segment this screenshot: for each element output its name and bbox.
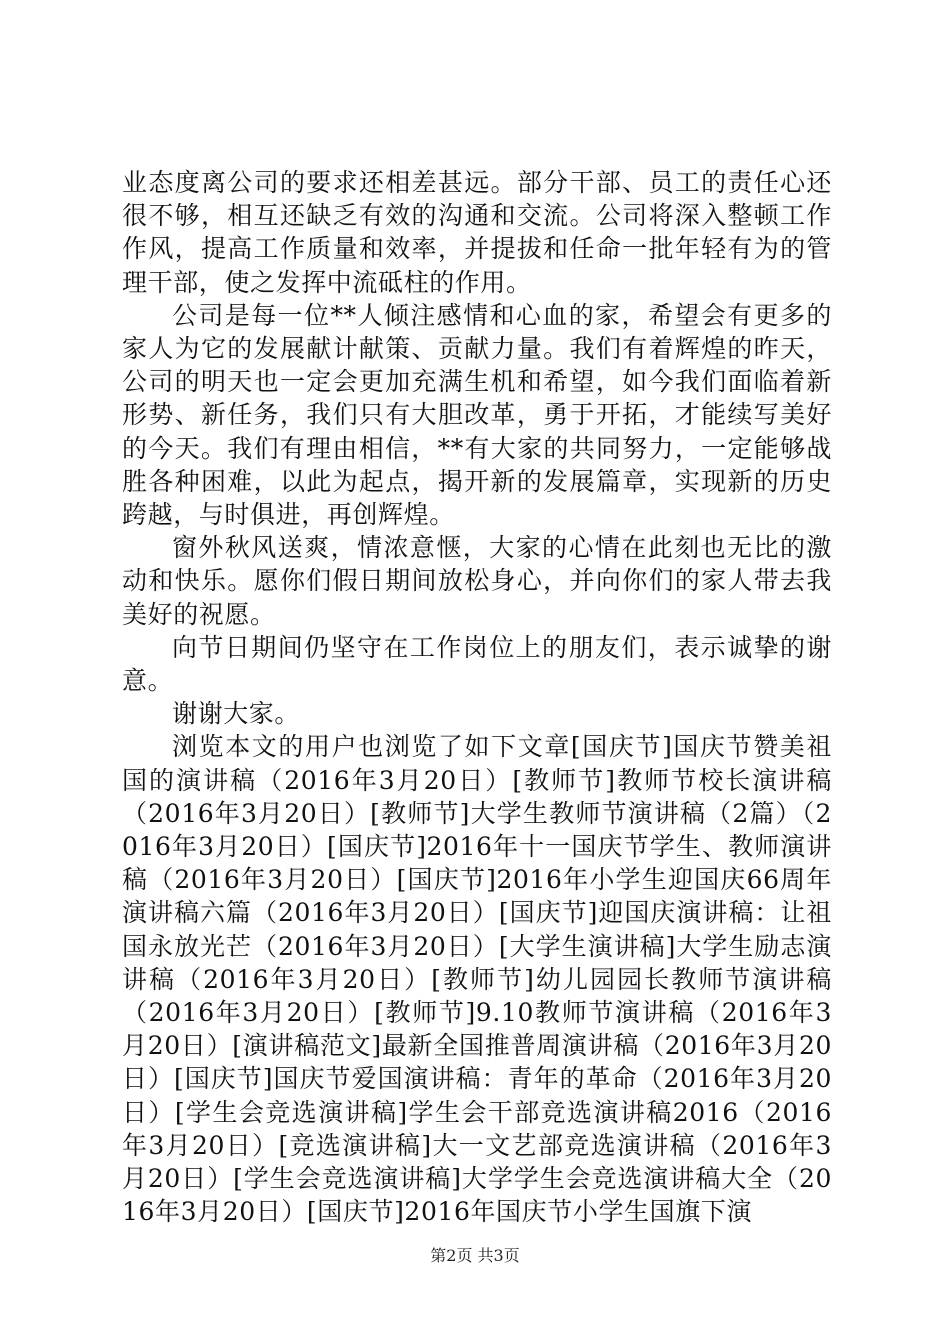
page-number-footer: 第2页 共3页 — [430, 1246, 520, 1265]
paragraph-thank-you: 谢谢大家。 — [172, 699, 301, 729]
paragraph-continuation: 业态度离公司的要求还相差甚远。部分干部、员工的责任心还很不够，相互还缺乏有效的沟通和交流。公司将深入整顿工作作风，提高工作质量和效率，并提拔和任命一批年轻有为的管理干部，使之发挥中流砥柱的作用。 — [122, 168, 832, 297]
paragraph-autumn-wishes: 窗外秋风送爽，情浓意惬，大家的心情在此刻也无比的激动和快乐。愿你们假日期间放松身心，并向你们的家人带去我美好的祝愿。 — [122, 533, 832, 629]
document-body — [122, 166, 832, 1229]
paragraph-company-home: 公司是每一位**人倾注感情和心血的家，希望会有更多的家人为它的发展献计献策、贡献力量。我们有着辉煌的昨天，公司的明天也一定会更加充满生机和希望，如今我们面临着新形势、新任务，我们只有大胆改革，勇于开拓，才能续写美好的今天。我们有理由相信，**有大家的共同努力，一定能够战胜各种困难，以此为起点，揭开新的发展篇章，实现新的历史跨越，与时俱进，再创辉煌。 — [122, 300, 832, 530]
paragraph-thanks-workers: 向节日期间仍坚守在工作岗位上的朋友们，表示诚挚的谢意。 — [122, 632, 832, 696]
paragraph-related-articles: 浏览本文的用户也浏览了如下文章[国庆节]国庆节赞美祖国的演讲稿（2016年3月20日）[教师节]教师节校长演讲稿（2016年3月20日）[教师节]大学生教师节演讲稿（2篇）（2016年3月20日）[国庆节]2016年十一国庆节学生、教师演讲稿（2016年3月20日）[国庆节]2016年小学生迎国庆66周年演讲稿六篇（2016年3月20日）[国庆节]迎国庆演讲稿：让祖国永放光芒（2016年3月20日）[大学生演讲稿]大学生励志演讲稿（2016年3月20日）[教师节]幼儿园园长教师节演讲稿（2016年3月20日）[教师节]9.10教师节演讲稿（2016年3月20日）[演讲稿范文]最新全国推普周演讲稿（2016年3月20日）[国庆节]国庆节爱国演讲稿：青年的革命（2016年3月20日）[学生会竞选演讲稿]学生会干部竞选演讲稿2016（2016年3月20日）[竞选演讲稿]大一文艺部竞选演讲稿（2016年3月20日）[学生会竞选演讲稿]大学学生会竞选演讲稿大全（2016年3月20日）[国庆节]2016年国庆节小学生国旗下演 — [122, 732, 832, 1227]
